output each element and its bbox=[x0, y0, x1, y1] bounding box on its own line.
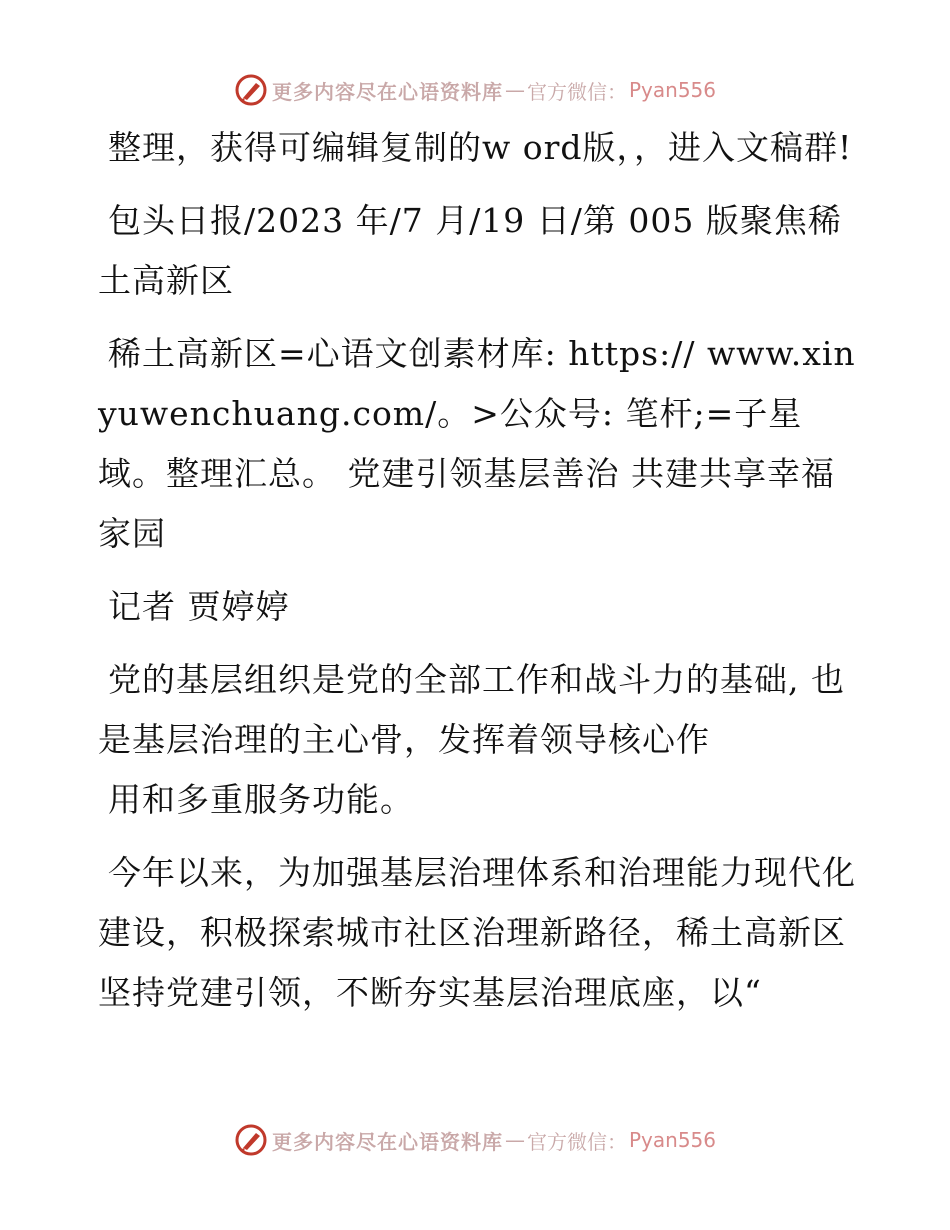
banner-wechat-label: 官方微信： bbox=[526, 79, 627, 104]
banner-dash: — bbox=[504, 1128, 525, 1152]
paragraph-body-3: 今年以来，为加强基层治理体系和治理能力现代化建设，积极探索城市社区治理新路径，稀土高新区坚持党建引领，不断夯实基层治理底座，以“ bbox=[98, 853, 856, 1012]
paragraph-intro: 整理，获得可编辑复制的w ord版，，进入文稿群! bbox=[108, 128, 853, 167]
paragraph-body-2: 用和多重服务功能。 bbox=[108, 780, 414, 819]
banner-text: 更多内容尽在心语资料库 bbox=[271, 1129, 503, 1154]
paragraph-source: 包头日报/2023 年/7 月/19 日/第 005 版聚焦稀土高新区 bbox=[98, 201, 842, 300]
paragraph-reporter: 记者 贾婷婷 bbox=[108, 587, 290, 626]
footer-watermark-banner bbox=[0, 1120, 950, 1160]
banner-text: 更多内容尽在心语资料库 bbox=[271, 79, 503, 104]
banner-dash: — bbox=[504, 78, 525, 102]
banner-wechat-id: Pyan556 bbox=[628, 1128, 716, 1152]
banner-wechat-id: Pyan556 bbox=[628, 78, 716, 102]
pen-logo-icon bbox=[234, 73, 268, 107]
pen-logo-icon bbox=[234, 1123, 268, 1157]
paragraph-title: 稀土高新区=心语文创素材库: https:// www.xinyuwenchuang.com/。>公众号: 笔杆;=子星域。整理汇总。 党建引领基层善治 共建共享幸福家园 bbox=[98, 334, 856, 553]
header-watermark-banner bbox=[0, 70, 950, 110]
document-body bbox=[98, 118, 858, 1036]
banner-wechat-label: 官方微信： bbox=[526, 1129, 627, 1154]
paragraph-body-1: 党的基层组织是党的全部工作和战斗力的基础, 也是基层治理的主心骨，发挥着领导核心作 bbox=[98, 660, 845, 759]
